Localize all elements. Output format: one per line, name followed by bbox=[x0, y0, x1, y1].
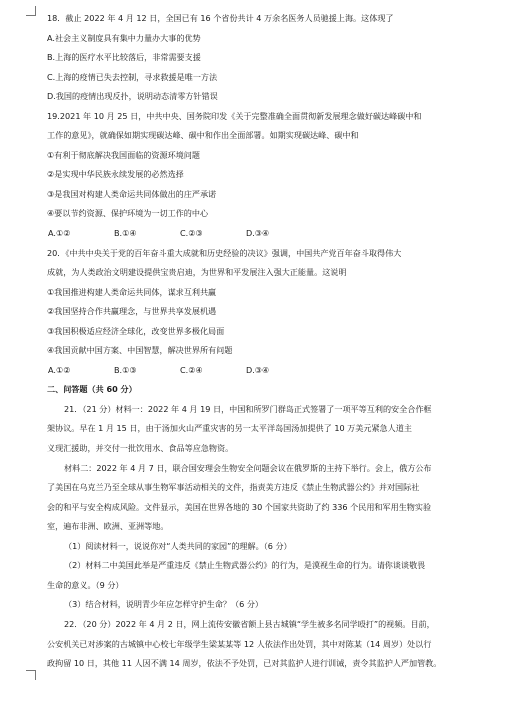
q20-choice-a: A.①② bbox=[48, 364, 71, 375]
q22-line-2: 公安机关已对涉案的古城镇中心校七年级学生梁某某等 12 人依法作出处罚，其中对陈某（14 周岁）处以行 bbox=[47, 638, 432, 649]
q19-choice-a: A.①② bbox=[48, 228, 71, 239]
q19-statement-2: ②是实现中华民族永续发展的必然选择 bbox=[47, 169, 184, 180]
q19-statement-3: ③是我国对构建人类命运共同体做出的庄严承诺 bbox=[47, 188, 217, 199]
q20-statement-1: ①我国推进构建人类命运共同体，谋求互利共赢 bbox=[47, 286, 217, 297]
q20-statement-4: ④我国贡献中国方案、中国智慧，解决世界所有问题 bbox=[47, 345, 233, 356]
q18-option-d: D.我国的疫情出现反扑，说明动态清零方针错误 bbox=[47, 91, 218, 102]
q19-choice-d: D.③④ bbox=[246, 228, 270, 239]
q20-statement-3: ③我国积极适应经济全球化，改变世界多极化局面 bbox=[47, 325, 225, 336]
q21-material-1-line-3: 义现汇援助，并交付一批饮用水、食品等应急物资。 bbox=[47, 443, 234, 454]
q20-choices bbox=[47, 361, 487, 381]
q19-statement-1: ①有利于彻底解决我国面临的资源环境问题 bbox=[47, 149, 200, 160]
q19-choice-b: B.①④ bbox=[114, 228, 137, 239]
crop-mark-bottom bbox=[26, 670, 36, 680]
q19-stem-line-1: 19.2021 年 10 月 25 日，中共中央、国务院印发《关于完整准确全面贯彻新发展理念做好碳达峰碳中和 bbox=[47, 110, 422, 121]
q20-statement-2: ②我国坚持合作共赢理念，与世界共享发展机遇 bbox=[47, 306, 217, 317]
q21-material-1-line-2: 架协议。早在 1 月 15 日，由于汤加火山严重灾害的另一太平洋岛国汤加提供了 10 万美元紧急人道主 bbox=[47, 423, 412, 434]
q21-sub-question-3: （3）结合材料，说明青少年应怎样守护生命？（6 分） bbox=[64, 599, 264, 610]
q18-option-c: C.上海的疫情已失去控制，寻求救援是唯一方法 bbox=[47, 71, 218, 82]
q21-material-2-line-3: 会的和平与安全构成风险。文件显示，美国在世界各地的 30 个国家共资助了约 336 个民用和军用生物实验 bbox=[47, 501, 432, 512]
section-heading: 二、问答题（共 60 分） bbox=[47, 384, 137, 395]
q18-stem: 18．截止 2022 年 4 月 12 日，全国已有 16 个省份共计 4 万余名医务人员驰援上海。这体现了 bbox=[47, 13, 394, 23]
q21-material-2-line-4: 室，遍布非洲、欧洲、亚洲等地。 bbox=[47, 521, 169, 532]
q20-choice-c: C.②④ bbox=[180, 364, 203, 375]
q21-sub-question-2-line-2: 生命的意义。（9 分） bbox=[47, 579, 124, 590]
q21-material-1-line-1: 21．（21 分）材料一：2022 年 4 月 19 日，中国和所罗门群岛正式签署了一项平等互利的安全合作框 bbox=[64, 403, 432, 414]
q20-choice-d: D.③④ bbox=[246, 364, 270, 375]
q19-choices bbox=[47, 224, 487, 244]
q20-stem-line-2: 成就，为人类政治文明建设提供宝贵启迪，为世界和平发展注入强大正能量。这说明 bbox=[47, 267, 347, 278]
q22-line-3: 政拘留 10 日，其他 11 人因不满 14 周岁，依法不予处罚，已对其监护人进行训诫，责令其监护人严加管教。 bbox=[47, 658, 442, 669]
q21-material-2-line-1: 材料二：2022 年 4 月 7 日，联合国安理会生物安全问题会议在俄罗斯的主持下举行。会上，俄方公布 bbox=[64, 462, 432, 473]
q20-stem-line-1: 20．《中共中央关于党的百年奋斗重大成就和历史经验的决议》强调，中国共产党百年奋斗取得伟大 bbox=[47, 247, 402, 258]
q21-material-2-line-2: 了美国在乌克兰乃至全球从事生物军事活动相关的文件，指责美方违反《禁止生物武器公约》并对国际社 bbox=[47, 482, 420, 493]
q19-stem-line-2: 工作的意见》，就确保如期实现碳达峰、碳中和作出全面部署。如期实现碳达峰、碳中和 bbox=[47, 130, 359, 141]
crop-mark-top bbox=[26, 6, 36, 16]
q21-sub-question-1: （1）阅读材料一，说说你对“人类共同的家园”的理解。（6 分） bbox=[64, 540, 292, 551]
q19-statement-4: ④要以节约资源、保护环境为一切工作的中心 bbox=[47, 208, 209, 219]
q22-line-1: 22．（20 分）2022 年 4 月 2 日，网上流传安徽省额上县古城镇“学生被多名同学殴打”的视频。目前， bbox=[64, 618, 435, 629]
q19-choice-c: C.②③ bbox=[180, 228, 203, 239]
exam-content bbox=[47, 9, 487, 674]
q20-choice-b: B.①③ bbox=[114, 364, 137, 375]
q18-option-b: B.上海的医疗水平比较落后，非常需要支援 bbox=[47, 52, 201, 63]
q21-sub-question-2-line-1: （2）材料二中美国此举是严重违反《禁止生物武器公约》的行为，是漠视生命的行为。请你谈谈敬畏 bbox=[64, 560, 426, 571]
q18-option-a: A.社会主义制度具有集中力量办大事的优势 bbox=[47, 32, 201, 43]
